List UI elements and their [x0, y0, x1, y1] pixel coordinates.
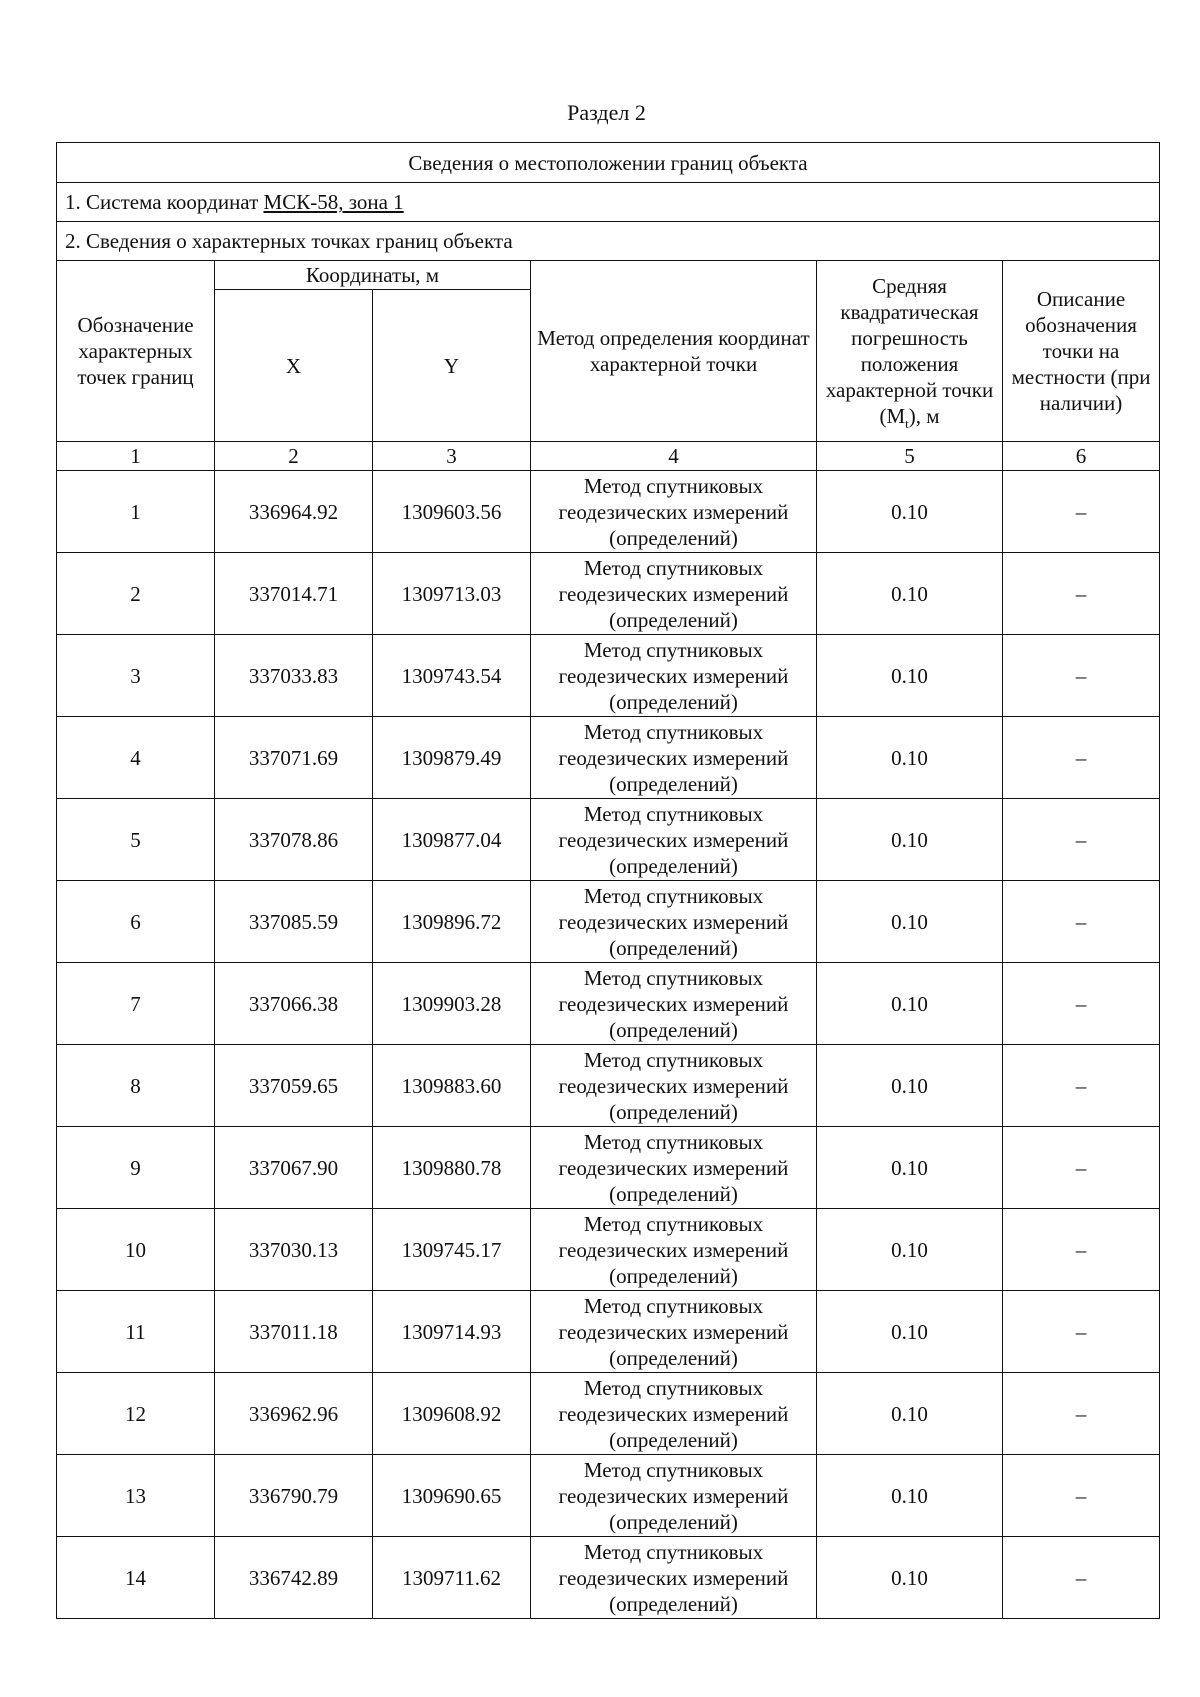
table-row: [57, 1291, 1160, 1373]
coord-y: 1309603.56: [373, 471, 531, 553]
column-number: 2: [215, 442, 373, 471]
method-text: Метод спутниковых геодезических измерений (определений): [558, 1539, 789, 1616]
table-title-row: [57, 143, 1160, 183]
point-description: –: [1003, 1291, 1160, 1373]
method: [531, 1373, 817, 1455]
coord-y: 1309879.49: [373, 717, 531, 799]
method: [531, 471, 817, 553]
coord-system-value: МСК-58, зона 1: [263, 190, 404, 214]
method: [531, 1291, 817, 1373]
method: [531, 635, 817, 717]
coord-y: 1309896.72: [373, 881, 531, 963]
mean-square-error: 0.10: [817, 1455, 1003, 1537]
coord-x: 337014.71: [215, 553, 373, 635]
points-heading: 2. Сведения о характерных точках границ объекта: [57, 222, 1160, 261]
coord-x: 337033.83: [215, 635, 373, 717]
point-designation: 5: [57, 799, 215, 881]
mean-square-error: 0.10: [817, 1127, 1003, 1209]
header-designation: [57, 261, 215, 442]
method-text: Метод спутниковых геодезических измерений (определений): [558, 1047, 789, 1124]
coord-x: 337030.13: [215, 1209, 373, 1291]
header-x: X: [215, 290, 373, 442]
coord-x: 337059.65: [215, 1045, 373, 1127]
point-designation: 1: [57, 471, 215, 553]
point-designation: 13: [57, 1455, 215, 1537]
point-designation: 7: [57, 963, 215, 1045]
mean-square-error: 0.10: [817, 799, 1003, 881]
header-method-text: Метод определения координат характерной точки: [537, 326, 810, 376]
method: [531, 1537, 817, 1619]
column-number: 4: [531, 442, 817, 471]
method: [531, 1045, 817, 1127]
coord-y: 1309743.54: [373, 635, 531, 717]
table-title: Сведения о местоположении границ объекта: [57, 143, 1160, 183]
coord-x: 337071.69: [215, 717, 373, 799]
coord-y: 1309880.78: [373, 1127, 531, 1209]
header-error-sub: t: [905, 416, 909, 432]
coord-x: 336790.79: [215, 1455, 373, 1537]
header-coordinates: Координаты, м: [215, 261, 531, 290]
method: [531, 717, 817, 799]
point-description: –: [1003, 1373, 1160, 1455]
method-text: Метод спутниковых геодезических измерений (определений): [558, 1211, 789, 1288]
point-designation: 10: [57, 1209, 215, 1291]
table-row: [57, 1209, 1160, 1291]
method-text: Метод спутниковых геодезических измерений (определений): [558, 1293, 789, 1370]
mean-square-error: 0.10: [817, 881, 1003, 963]
column-number: 5: [817, 442, 1003, 471]
point-description: –: [1003, 553, 1160, 635]
column-number: 6: [1003, 442, 1160, 471]
header-row-1: [57, 261, 1160, 290]
point-description: –: [1003, 1045, 1160, 1127]
boundary-points-table: [56, 142, 1160, 1619]
method-text: Метод спутниковых геодезических измерений (определений): [558, 1375, 789, 1452]
coord-system: [57, 183, 1160, 222]
mean-square-error: 0.10: [817, 1373, 1003, 1455]
method-text: Метод спутниковых геодезических измерений (определений): [558, 965, 789, 1042]
header-error: [817, 261, 1003, 442]
point-designation: 8: [57, 1045, 215, 1127]
coord-system-row: [57, 183, 1160, 222]
coord-y: 1309877.04: [373, 799, 531, 881]
coord-y: 1309711.62: [373, 1537, 531, 1619]
method: [531, 1127, 817, 1209]
point-designation: 11: [57, 1291, 215, 1373]
table-row: [57, 799, 1160, 881]
coord-x: 336964.92: [215, 471, 373, 553]
table-row: [57, 1455, 1160, 1537]
points-heading-row: [57, 222, 1160, 261]
coord-y: 1309713.03: [373, 553, 531, 635]
mean-square-error: 0.10: [817, 963, 1003, 1045]
method-text: Метод спутниковых геодезических измерений (определений): [558, 1457, 789, 1534]
table-row: [57, 1373, 1160, 1455]
table-row: [57, 717, 1160, 799]
header-description: [1003, 261, 1160, 442]
method-text: Метод спутниковых геодезических измерений (определений): [558, 637, 789, 714]
mean-square-error: 0.10: [817, 1537, 1003, 1619]
coord-x: 337066.38: [215, 963, 373, 1045]
mean-square-error: 0.10: [817, 717, 1003, 799]
table-row: [57, 1537, 1160, 1619]
point-designation: 9: [57, 1127, 215, 1209]
coord-x: 337011.18: [215, 1291, 373, 1373]
coord-y: 1309690.65: [373, 1455, 531, 1537]
method-text: Метод спутниковых геодезических измерений (определений): [558, 473, 789, 550]
mean-square-error: 0.10: [817, 635, 1003, 717]
mean-square-error: 0.10: [817, 1209, 1003, 1291]
method-text: Метод спутниковых геодезических измерений (определений): [558, 555, 789, 632]
table-row: [57, 1127, 1160, 1209]
header-error-suffix: ), м: [908, 404, 940, 428]
column-numbers-row: [57, 442, 1160, 471]
coord-y: 1309714.93: [373, 1291, 531, 1373]
table-row: [57, 1045, 1160, 1127]
method-text: Метод спутниковых геодезических измерений (определений): [558, 1129, 789, 1206]
coord-y: 1309608.92: [373, 1373, 531, 1455]
point-description: –: [1003, 799, 1160, 881]
point-description: –: [1003, 1455, 1160, 1537]
point-designation: 6: [57, 881, 215, 963]
method-text: Метод спутниковых геодезических измерений (определений): [558, 719, 789, 796]
point-description: –: [1003, 471, 1160, 553]
table-row: [57, 963, 1160, 1045]
coord-y: 1309883.60: [373, 1045, 531, 1127]
header-y: Y: [373, 290, 531, 442]
coord-x: 337078.86: [215, 799, 373, 881]
mean-square-error: 0.10: [817, 1045, 1003, 1127]
method: [531, 963, 817, 1045]
point-description: –: [1003, 963, 1160, 1045]
point-description: –: [1003, 1209, 1160, 1291]
method: [531, 553, 817, 635]
method-text: Метод спутниковых геодезических измерений (определений): [558, 801, 789, 878]
coord-x: 337085.59: [215, 881, 373, 963]
header-method: [531, 261, 817, 442]
point-description: –: [1003, 717, 1160, 799]
coord-x: 336742.89: [215, 1537, 373, 1619]
point-designation: 12: [57, 1373, 215, 1455]
point-designation: 2: [57, 553, 215, 635]
coord-x: 337067.90: [215, 1127, 373, 1209]
header-description-text: Описание обозначения точки на местности (при наличии): [1011, 287, 1151, 415]
table-row: [57, 635, 1160, 717]
mean-square-error: 0.10: [817, 471, 1003, 553]
coord-system-label: 1. Система координат: [65, 190, 264, 214]
point-description: –: [1003, 1537, 1160, 1619]
point-designation: 3: [57, 635, 215, 717]
header-designation-text: Обозначение характерных точек границ: [77, 313, 194, 389]
method: [531, 799, 817, 881]
table-row: [57, 471, 1160, 553]
coord-y: 1309745.17: [373, 1209, 531, 1291]
coord-x: 336962.96: [215, 1373, 373, 1455]
header-error-text: Средняя квадратическая погрешность положения характерной точки (M: [825, 274, 994, 428]
method: [531, 1209, 817, 1291]
coord-y: 1309903.28: [373, 963, 531, 1045]
point-designation: 4: [57, 717, 215, 799]
method: [531, 1455, 817, 1537]
table-row: [57, 881, 1160, 963]
section-title: Раздел 2: [567, 100, 646, 125]
point-description: –: [1003, 1127, 1160, 1209]
method: [531, 881, 817, 963]
method-text: Метод спутниковых геодезических измерений (определений): [558, 883, 789, 960]
column-number: 3: [373, 442, 531, 471]
point-description: –: [1003, 881, 1160, 963]
point-designation: 14: [57, 1537, 215, 1619]
point-description: –: [1003, 635, 1160, 717]
mean-square-error: 0.10: [817, 553, 1003, 635]
column-number: 1: [57, 442, 215, 471]
mean-square-error: 0.10: [817, 1291, 1003, 1373]
table-row: [57, 553, 1160, 635]
